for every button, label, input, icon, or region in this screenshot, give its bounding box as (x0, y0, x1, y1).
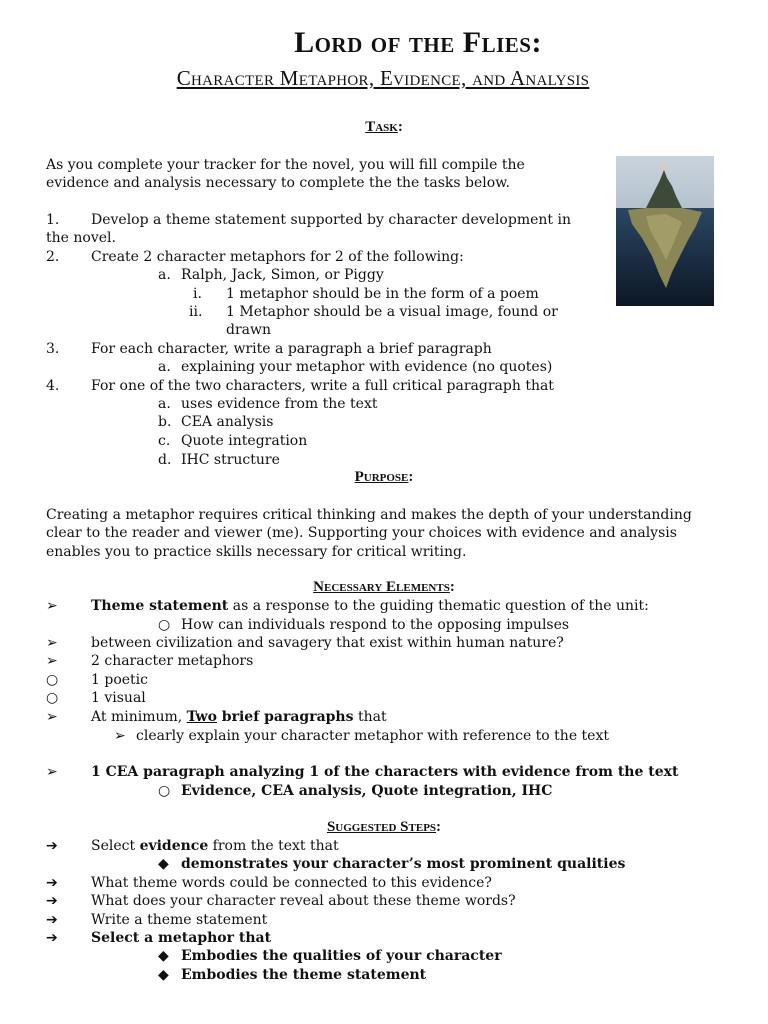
purpose-heading: Purpose: (354, 469, 414, 485)
arrowhead-bullet-icon: ➢ (46, 764, 58, 780)
circle-bullet-icon: ○ (158, 783, 171, 799)
arrow-bullet-icon: ➔ (46, 838, 58, 854)
step-character-reveal: What does your character reveal about these theme words? (91, 893, 516, 909)
arrowhead-bullet-icon: ➢ (46, 653, 58, 669)
step-select-metaphor-sub-1: Embodies the qualities of your character (181, 948, 502, 964)
page-title: Lord of the Flies: (294, 26, 542, 59)
step-select-metaphor-sub-2: Embodies the theme statement (181, 967, 427, 983)
iceberg-image (616, 156, 714, 306)
task-intro-line-2: evidence and analysis necessary to complete the the tasks below. (46, 175, 510, 191)
task-item-4c-text: Quote integration (181, 433, 308, 449)
task-item-3-text: For each character, write a paragraph a brief paragraph (91, 341, 492, 357)
arrowhead-bullet-icon: ➢ (46, 635, 58, 651)
cea-paragraph-element: 1 CEA paragraph analyzing 1 of the characters with evidence from the text (91, 764, 679, 780)
circle-bullet-icon: ○ (46, 672, 59, 688)
task-item-4c-mark: c. (158, 433, 171, 449)
step-theme-words: What theme words could be connected to this evidence? (91, 875, 492, 891)
arrow-bullet-icon: ➔ (46, 875, 58, 891)
task-item-3a-mark: a. (158, 359, 171, 375)
cea-sub-element: Evidence, CEA analysis, Quote integration, IHC (181, 783, 553, 799)
task-item-3a-text: explaining your metaphor with evidence (no quotes) (181, 359, 553, 375)
arrowhead-bullet-icon: ➢ (46, 598, 58, 614)
task-item-4d-mark: d. (158, 452, 172, 468)
task-item-2i-text: 1 metaphor should be in the form of a poem (226, 286, 539, 302)
purpose-line-1: Creating a metaphor requires critical thinking and makes the depth of your understanding (46, 507, 692, 523)
arrowhead-bullet-icon: ➢ (46, 709, 58, 725)
paragraphs-element: At minimum, Two brief paragraphs that (91, 709, 387, 725)
page-subtitle: Character Metaphor, Evidence, and Analysis (176, 66, 590, 90)
task-item-4b-mark: b. (158, 414, 172, 430)
task-item-2a-text: Ralph, Jack, Simon, or Piggy (181, 267, 384, 283)
task-item-4-number: 4. (46, 378, 60, 394)
arrow-bullet-icon: ➔ (46, 893, 58, 909)
task-item-1-cont: the novel. (46, 230, 116, 246)
task-item-4d-text: IHC structure (181, 452, 280, 468)
task-heading: Task: (365, 119, 403, 135)
task-item-3-number: 3. (46, 341, 60, 357)
guiding-question-line-2: between civilization and savagery that exist within human nature? (91, 635, 564, 651)
task-intro-line-1: As you complete your tracker for the novel, you will fill compile the (46, 157, 525, 173)
metaphors-element: 2 character metaphors (91, 653, 254, 669)
step-select-metaphor: Select a metaphor that (91, 930, 272, 946)
diamond-bullet-icon: ◆ (158, 856, 169, 872)
task-item-2i-mark: i. (193, 286, 202, 302)
circle-bullet-icon: ○ (158, 617, 171, 633)
task-item-2a-mark: a. (158, 267, 171, 283)
circle-bullet-icon: ○ (46, 690, 59, 706)
task-item-1-number: 1. (46, 212, 60, 228)
arrowhead-bullet-icon: ➢ (114, 728, 126, 744)
explain-element: clearly explain your character metaphor with reference to the text (136, 728, 609, 744)
task-item-4a-text: uses evidence from the text (181, 396, 378, 412)
task-item-2-text: Create 2 character metaphors for 2 of the following: (91, 249, 464, 265)
task-item-1-text: Develop a theme statement supported by character development in (91, 212, 571, 228)
theme-statement-element: Theme statement as a response to the guiding thematic question of the unit: (91, 598, 649, 614)
task-item-2-number: 2. (46, 249, 60, 265)
arrow-bullet-icon: ➔ (46, 930, 58, 946)
diamond-bullet-icon: ◆ (158, 948, 169, 964)
guiding-question-line-1: How can individuals respond to the opposing impulses (181, 617, 570, 633)
step-select-evidence: Select evidence from the text that (91, 838, 339, 854)
elements-heading: Necessary Elements: (313, 579, 455, 595)
task-item-4a-mark: a. (158, 396, 171, 412)
purpose-line-2: clear to the reader and viewer (me). Supporting your choices with evidence and analysis (46, 525, 677, 541)
steps-heading: Suggested Steps: (326, 819, 442, 835)
visual-element: 1 visual (91, 690, 146, 706)
step-select-evidence-sub: demonstrates your character’s most prominent qualities (181, 856, 626, 872)
task-item-2ii-cont: drawn (226, 322, 272, 338)
task-item-4b-text: CEA analysis (181, 414, 274, 430)
purpose-line-3: enables you to practice skills necessary for critical writing. (46, 544, 467, 560)
task-item-2ii-mark: ii. (189, 304, 203, 320)
poetic-element: 1 poetic (91, 672, 148, 688)
diamond-bullet-icon: ◆ (158, 967, 169, 983)
step-write-theme: Write a theme statement (91, 912, 268, 928)
task-item-2ii-text: 1 Metaphor should be a visual image, found or (226, 304, 558, 320)
arrow-bullet-icon: ➔ (46, 912, 58, 928)
task-item-4-text: For one of the two characters, write a full critical paragraph that (91, 378, 554, 394)
